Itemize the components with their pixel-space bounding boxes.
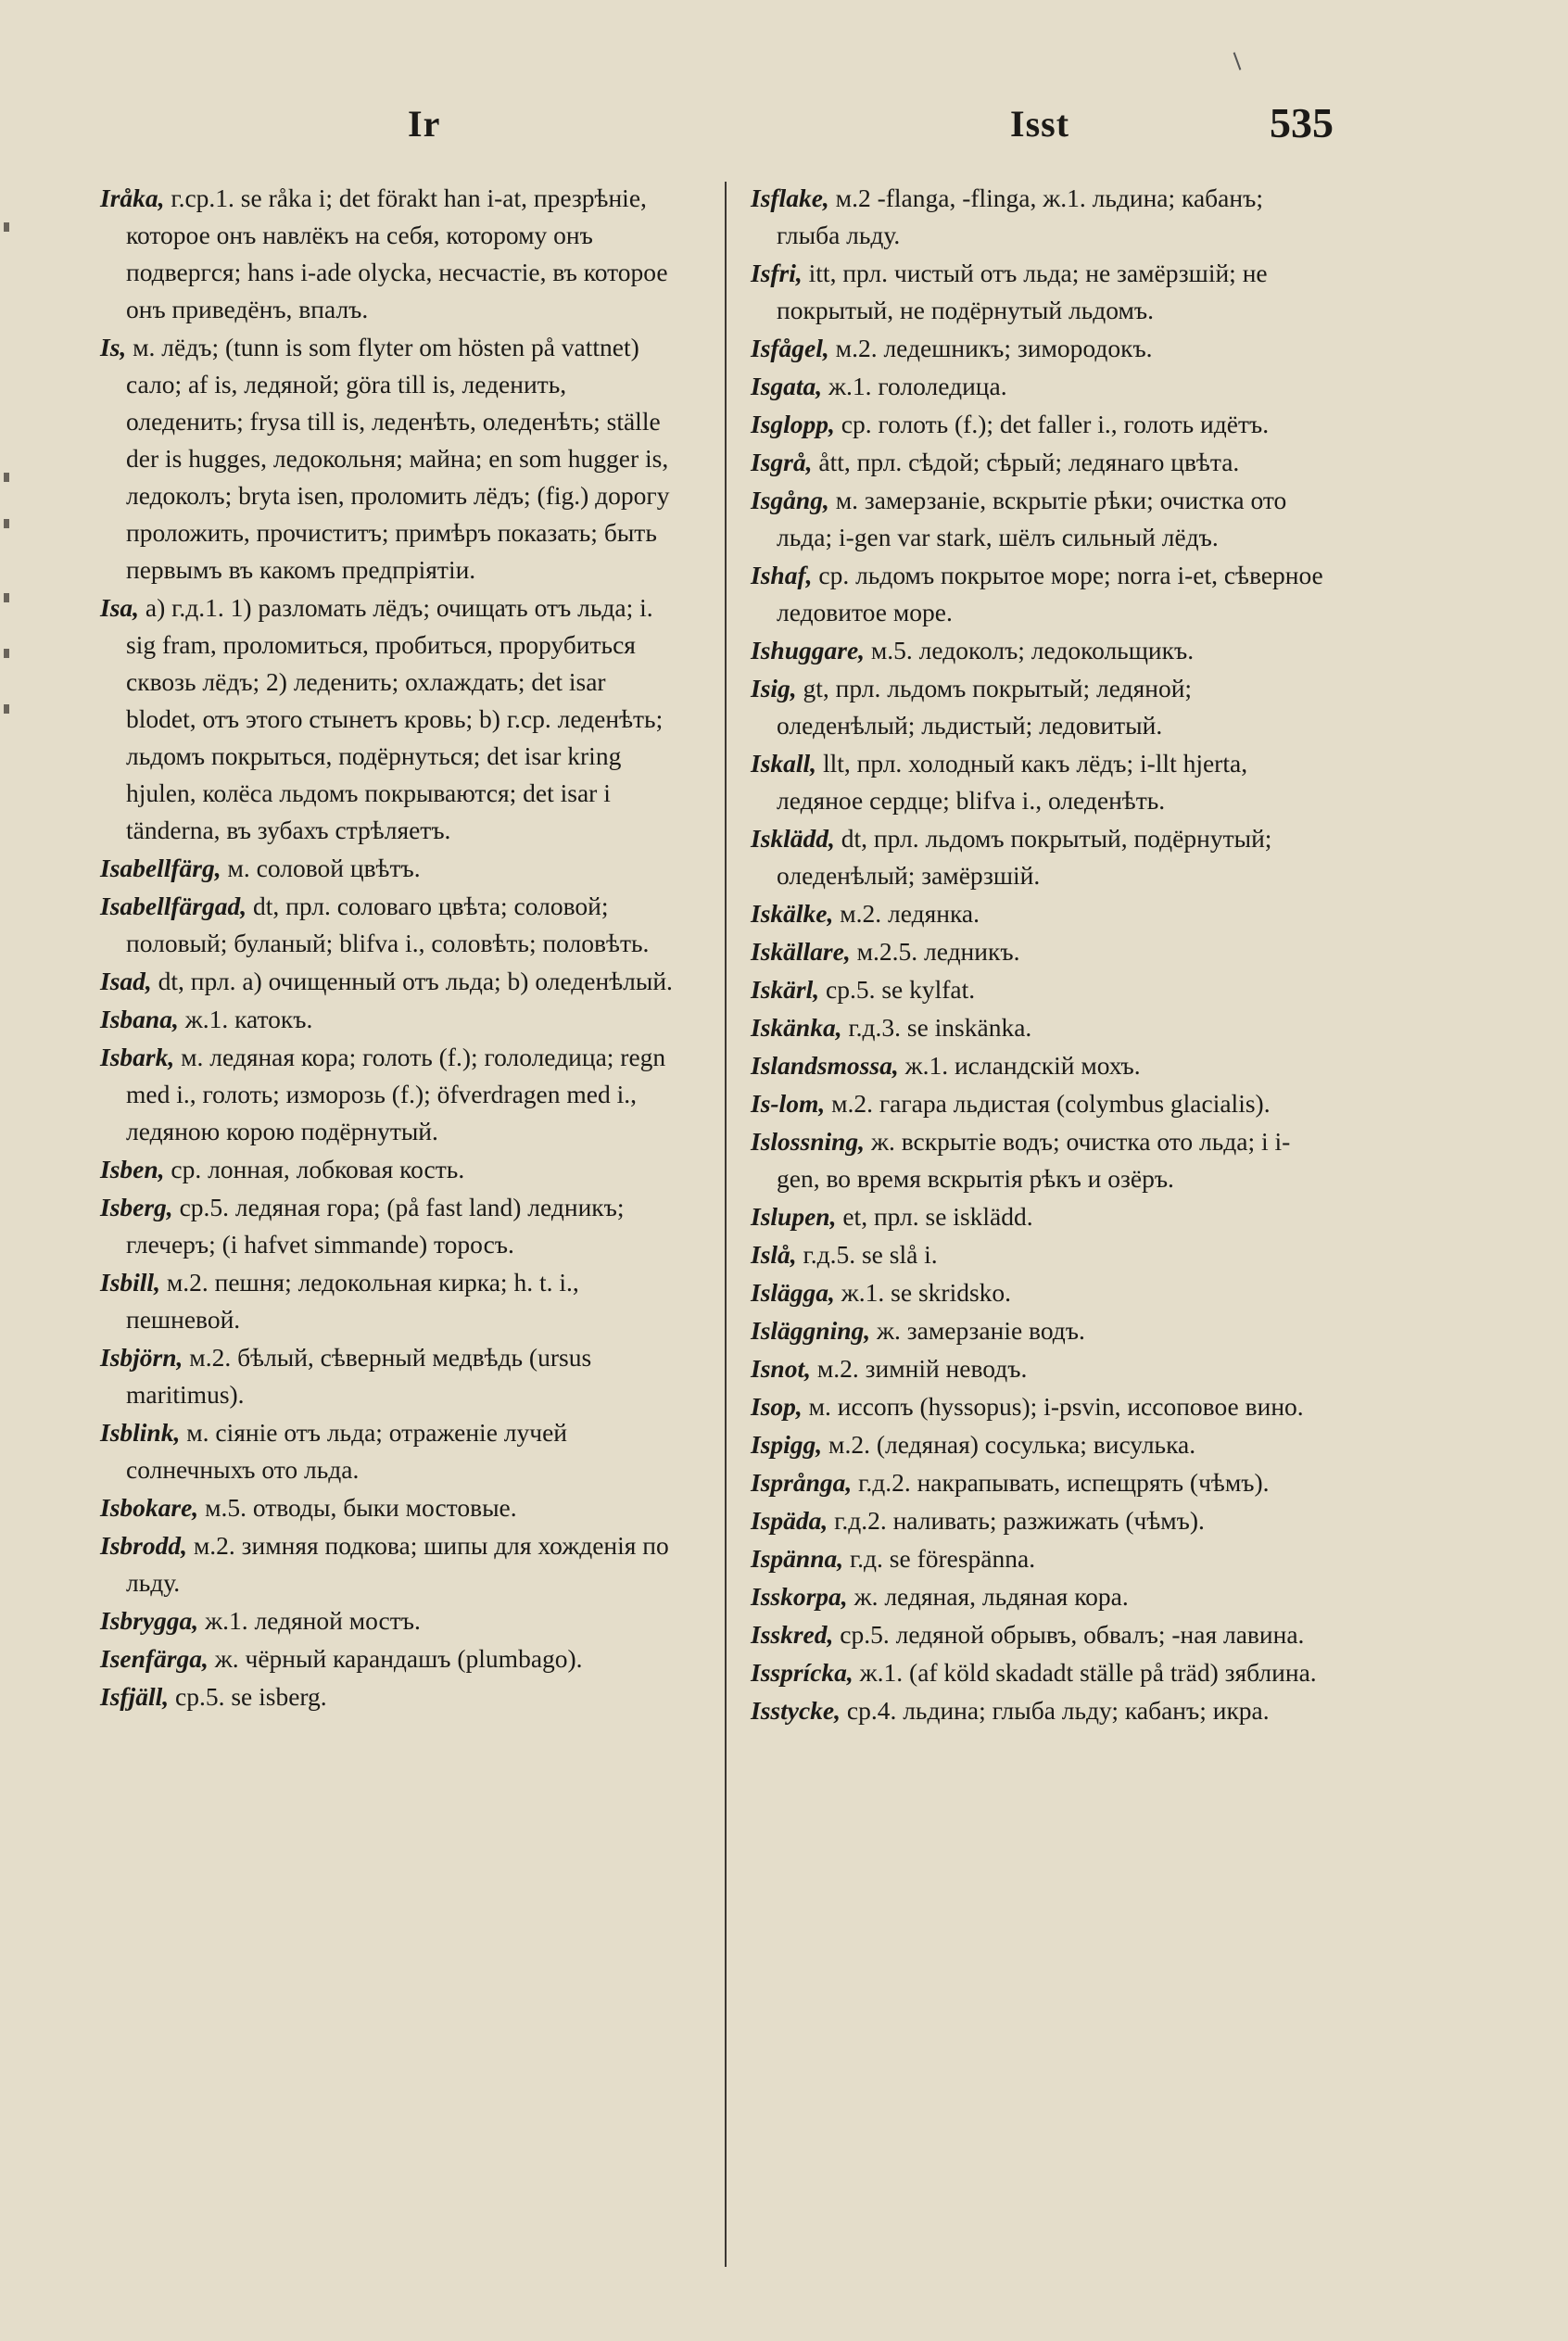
entry-definition: м.2. зимній неводъ. (816, 1354, 1028, 1383)
entry-headword: Isfri, (751, 259, 803, 287)
entry-definition: ж.1. (af köld skadadt ställe på träd) зяблина. (859, 1658, 1317, 1687)
entry-definition: м. лёдъ; (tunn is som flyter om hösten på vattnet) сало; af is, ледяной; göra till is, леденить, оледенить; frysa till is, леденѣть, оледенѣть; ställe der is hugges, ледокольня; майна; en som hugger is, ледоколъ; bryta isen, проломить лёдъ; (fig.) дорогу проложить, прочиститъ; примѣръ показать; быть первымъ въ какомъ предпріятіи. (126, 333, 670, 584)
dictionary-entry (751, 820, 1325, 894)
margin-mark (4, 649, 9, 658)
page-number: 535 (1270, 99, 1334, 146)
entry-definition: ср. льдомъ покрытое море; norra i-et, сѣверное ледовитое море. (777, 561, 1323, 626)
dictionary-entry (751, 632, 1325, 669)
entry-definition: gt, прл. льдомъ покрытый; ледяной; оледенѣлый; льдистый; ледовитый. (777, 674, 1193, 740)
entry-headword: Isabellfärg, (100, 854, 221, 882)
entry-headword: Isblink, (100, 1418, 181, 1447)
entry-headword: Isad, (100, 967, 152, 995)
entry-definition: м.2. бѣлый, сѣверный медвѣдь (ursus maritimus). (126, 1343, 592, 1409)
entry-headword: Isbill, (100, 1268, 160, 1297)
dictionary-entry (100, 589, 675, 849)
entry-definition: ср. голоть (f.); det faller i., голоть идётъ. (841, 410, 1270, 438)
dictionary-entry (751, 1578, 1325, 1615)
entry-definition: ж.1. ледяной мостъ. (205, 1606, 421, 1635)
dictionary-entry (100, 1640, 675, 1677)
entry-definition: г.д. se förespänna. (850, 1544, 1036, 1573)
entry-headword: Isabellfärgad, (100, 892, 247, 920)
dictionary-entry (100, 963, 675, 1000)
dictionary-entry (751, 670, 1325, 744)
page-header (0, 99, 1568, 167)
dictionary-entry (751, 1464, 1325, 1501)
entry-headword: Isa, (100, 593, 140, 622)
entry-definition: м. иссопъ (hyssopus); i-psvin, иссоповое вино. (808, 1392, 1304, 1421)
entry-headword: Isbark, (100, 1043, 175, 1071)
entry-definition: м.5. отводы, быки мостовые. (205, 1493, 517, 1522)
entry-headword: Islandsmossa, (751, 1051, 899, 1080)
entry-definition: г.ср.1. se råka i; det förakt han i-at, презрѣніе, которое онъ навлёкъ на себя, которому онъ подвергся; hans i-ade olycka, несчастіе, въ которое онъ приведёнъ, впалъ. (126, 183, 668, 323)
page-mark (1233, 52, 1242, 70)
dictionary-entry (100, 329, 675, 588)
entry-headword: Isstycke, (751, 1696, 841, 1725)
entry-headword: Ishuggare, (751, 636, 866, 664)
right-guide-word: Isst (1010, 103, 1070, 145)
entry-definition: м.5. ледоколъ; ледокольщикъ. (870, 636, 1195, 664)
dictionary-entry (751, 1426, 1325, 1463)
dictionary-entry (751, 1502, 1325, 1539)
entry-headword: Islå, (751, 1240, 797, 1269)
dictionary-entry (751, 444, 1325, 481)
entry-definition: г.д.2. накрапывать, испещрять (чѣмъ). (858, 1468, 1270, 1497)
dictionary-entry (751, 1388, 1325, 1425)
dictionary-entry (100, 1339, 675, 1413)
dictionary-entry (751, 1085, 1325, 1122)
entry-headword: Ispigg, (751, 1430, 823, 1459)
entry-headword: Isop, (751, 1392, 803, 1421)
dictionary-entry (100, 1039, 675, 1150)
dictionary-entry (751, 1540, 1325, 1577)
dictionary-entry (751, 255, 1325, 329)
entry-definition: et, прл. se isklädd. (842, 1202, 1033, 1231)
entry-headword: Isfjäll, (100, 1682, 170, 1711)
entry-definition: llt, прл. холодный какъ лёдъ; i-llt hjerta, ледяное сердце; blifva i., оледенѣть. (777, 749, 1248, 815)
dictionary-entry (751, 933, 1325, 970)
entry-definition: ått, прл. сѣдой; сѣрый; ледянаго цвѣта. (818, 448, 1240, 476)
entry-definition: itt, прл. чистый отъ льда; не замёрзшій; не покрытый, не подёрнутый льдомъ. (777, 259, 1268, 324)
entry-headword: Isgång, (751, 486, 829, 514)
margin-mark (4, 519, 9, 528)
dictionary-entry (751, 406, 1325, 443)
entry-definition: г.д.3. se inskänka. (848, 1013, 1032, 1042)
dictionary-entry (100, 1527, 675, 1601)
dictionary-entry (751, 1350, 1325, 1387)
dictionary-entry (100, 1414, 675, 1488)
entry-headword: Iskärl, (751, 975, 820, 1004)
entry-headword: Ispänna, (751, 1544, 844, 1573)
entry-definition: м.2. ледянка. (840, 899, 980, 928)
entry-definition: dt, прл. соловаго цвѣта; соловой; половый; буланый; blifva i., соловѣть; половѣть. (126, 892, 650, 957)
dictionary-entry (100, 1602, 675, 1639)
entry-definition: м. сіяніе отъ льда; отраженіе лучей солнечныхъ ото льда. (126, 1418, 568, 1484)
entry-definition: м.2. зимняя подкова; шипы для хожденія по льду. (126, 1531, 669, 1597)
entry-headword: Isprånga, (751, 1468, 853, 1497)
dictionary-entry (751, 1692, 1325, 1729)
margin-mark (4, 473, 9, 482)
entry-definition: ср.5. se isberg. (174, 1682, 327, 1711)
entry-definition: ж.1. исландскій мохъ. (904, 1051, 1141, 1080)
entry-definition: м.2. гагара льдистая (colymbus glacialis). (831, 1089, 1271, 1118)
entry-definition: ж. замерзаніе водъ. (877, 1316, 1085, 1345)
dictionary-entry (100, 1151, 675, 1188)
entry-definition: ж. вскрытіе водъ; очистка ото льда; i i-gen, во время вскрытія рѣкъ и озёръ. (777, 1127, 1291, 1193)
entry-headword: Iskällare, (751, 937, 851, 966)
entry-headword: Iråka, (100, 183, 165, 212)
entry-headword: Isglopp, (751, 410, 835, 438)
entry-headword: Islägga, (751, 1278, 835, 1307)
dictionary-entry (751, 1616, 1325, 1653)
entry-headword: Isklädd, (751, 824, 835, 853)
entry-definition: м. ледяная кора; голоть (f.); гололедица; regn med i., голоть; изморозь (f.); öfverdragen med i., ледяною корою подёрнутый. (126, 1043, 666, 1145)
left-column (100, 180, 675, 1716)
entry-headword: Isenfärga, (100, 1644, 209, 1673)
entry-definition: м.2.5. ледникъ. (856, 937, 1020, 966)
entry-headword: Iskall, (751, 749, 817, 778)
margin-mark (4, 704, 9, 714)
dictionary-entry (751, 368, 1325, 405)
entry-headword: Isfågel, (751, 334, 829, 362)
entry-headword: Isnot, (751, 1354, 811, 1383)
entry-headword: Isig, (751, 674, 797, 702)
margin-mark (4, 593, 9, 602)
dictionary-entry (751, 1047, 1325, 1084)
dictionary-entry (751, 1198, 1325, 1235)
dictionary-entry (751, 1236, 1325, 1273)
entry-headword: Issprícka, (751, 1658, 854, 1687)
entry-definition: ж.1. гололедица. (828, 372, 1007, 400)
dictionary-entry (751, 1123, 1325, 1197)
entry-definition: ж.1. катокъ. (184, 1005, 313, 1033)
entry-definition: ж. чёрный карандашъ (plumbago). (214, 1644, 583, 1673)
dictionary-entry (751, 180, 1325, 254)
dictionary-entry (100, 180, 675, 328)
entry-definition: a) г.д.1. 1) разломать лёдъ; очищать отъ льда; i. sig fram, проломиться, пробиться, прорубиться сквозь лёдъ; 2) леденить; охлаждать; det isar blodet, отъ этого стынетъ кровь; b) г.ср. леденѣть; льдомъ покрыться, подёрнуться; det isar kring hjulen, колёса льдомъ покрываются; det isar i tänderna, въ зубахъ стрѣляетъ. (126, 593, 664, 844)
entry-definition: м.2 -flanga, -flinga, ж.1. льдина; кабанъ; глыба льду. (777, 183, 1263, 249)
dictionary-entry (751, 330, 1325, 367)
entry-headword: Isskorpa, (751, 1582, 848, 1611)
entry-definition: ж.1. se skridsko. (841, 1278, 1012, 1307)
column-divider (725, 182, 727, 2267)
entry-headword: Is-lom, (751, 1089, 826, 1118)
entry-headword: Ispäda, (751, 1506, 828, 1535)
dictionary-entry (100, 888, 675, 962)
entry-definition: ср. лонная, лобковая кость. (171, 1155, 465, 1183)
entry-headword: Ishaf, (751, 561, 813, 589)
dictionary-entry (751, 557, 1325, 631)
entry-headword: Is, (100, 333, 127, 361)
entry-headword: Isflake, (751, 183, 829, 212)
entry-definition: ср.4. льдина; глыба льду; кабанъ; икра. (846, 1696, 1270, 1725)
dictionary-entry (100, 1678, 675, 1715)
entry-headword: Isgrå, (751, 448, 813, 476)
entry-definition: г.д.5. se slå i. (803, 1240, 938, 1269)
dictionary-entry (751, 1009, 1325, 1046)
entry-headword: Isskred, (751, 1620, 834, 1649)
dictionary-entry (100, 1001, 675, 1038)
entry-definition: ср.5. ледяная гора; (på fast land) ледникъ; глечеръ; (i hafvet simmande) торосъ. (126, 1193, 625, 1259)
entry-definition: ж. ледяная, льдяная кора. (854, 1582, 1129, 1611)
dictionary-entry (100, 1489, 675, 1526)
entry-headword: Isbokare, (100, 1493, 199, 1522)
entry-definition: dt, прл. льдомъ покрытый, подёрнутый; оледенѣлый; замёрзшій. (777, 824, 1272, 890)
entry-definition: м.2. (ледяная) сосулька; висулька. (828, 1430, 1196, 1459)
entry-headword: Isläggning, (751, 1316, 871, 1345)
entry-headword: Isgata, (751, 372, 823, 400)
entry-headword: Iskänka, (751, 1013, 842, 1042)
entry-definition: dt, прл. a) очищенный отъ льда; b) оледенѣлый. (158, 967, 673, 995)
entry-headword: Isbjörn, (100, 1343, 183, 1372)
entry-definition: ср.5. se kylfat. (826, 975, 976, 1004)
right-column (751, 180, 1325, 1730)
entry-headword: Isberg, (100, 1193, 173, 1221)
entry-headword: Islupen, (751, 1202, 837, 1231)
dictionary-entry (100, 1189, 675, 1263)
dictionary-entry (751, 1312, 1325, 1349)
dictionary-entry (751, 1654, 1325, 1691)
dictionary-entry (751, 1274, 1325, 1311)
dictionary-entry (751, 745, 1325, 819)
entry-definition: м. замерзаніе, вскрытіе рѣки; очистка ото льда; i-gen var stark, шёлъ сильный лёдъ. (777, 486, 1287, 551)
dictionary-entry (751, 482, 1325, 556)
entry-definition: м.2. пешня; ледокольная кирка; h. t. i., пешневой. (126, 1268, 579, 1334)
dictionary-entry (751, 895, 1325, 932)
entry-definition: м.2. ледешникъ; зимородокъ. (835, 334, 1153, 362)
dictionary-entry (751, 971, 1325, 1008)
entry-definition: ср.5. ледяной обрывъ, обвалъ; -ная лавина. (840, 1620, 1305, 1649)
entry-headword: Isbrygga, (100, 1606, 199, 1635)
entry-definition: г.д.2. наливать; разжижать (чѣмъ). (834, 1506, 1205, 1535)
margin-mark (4, 222, 9, 232)
entry-headword: Isben, (100, 1155, 165, 1183)
entry-headword: Isbrodd, (100, 1531, 187, 1560)
left-guide-word: Ir (408, 103, 441, 145)
entry-headword: Isbana, (100, 1005, 179, 1033)
entry-headword: Islossning, (751, 1127, 866, 1156)
dictionary-entry (100, 1264, 675, 1338)
entry-headword: Iskälke, (751, 899, 834, 928)
entry-definition: м. соловой цвѣтъ. (227, 854, 421, 882)
dictionary-entry (100, 850, 675, 887)
